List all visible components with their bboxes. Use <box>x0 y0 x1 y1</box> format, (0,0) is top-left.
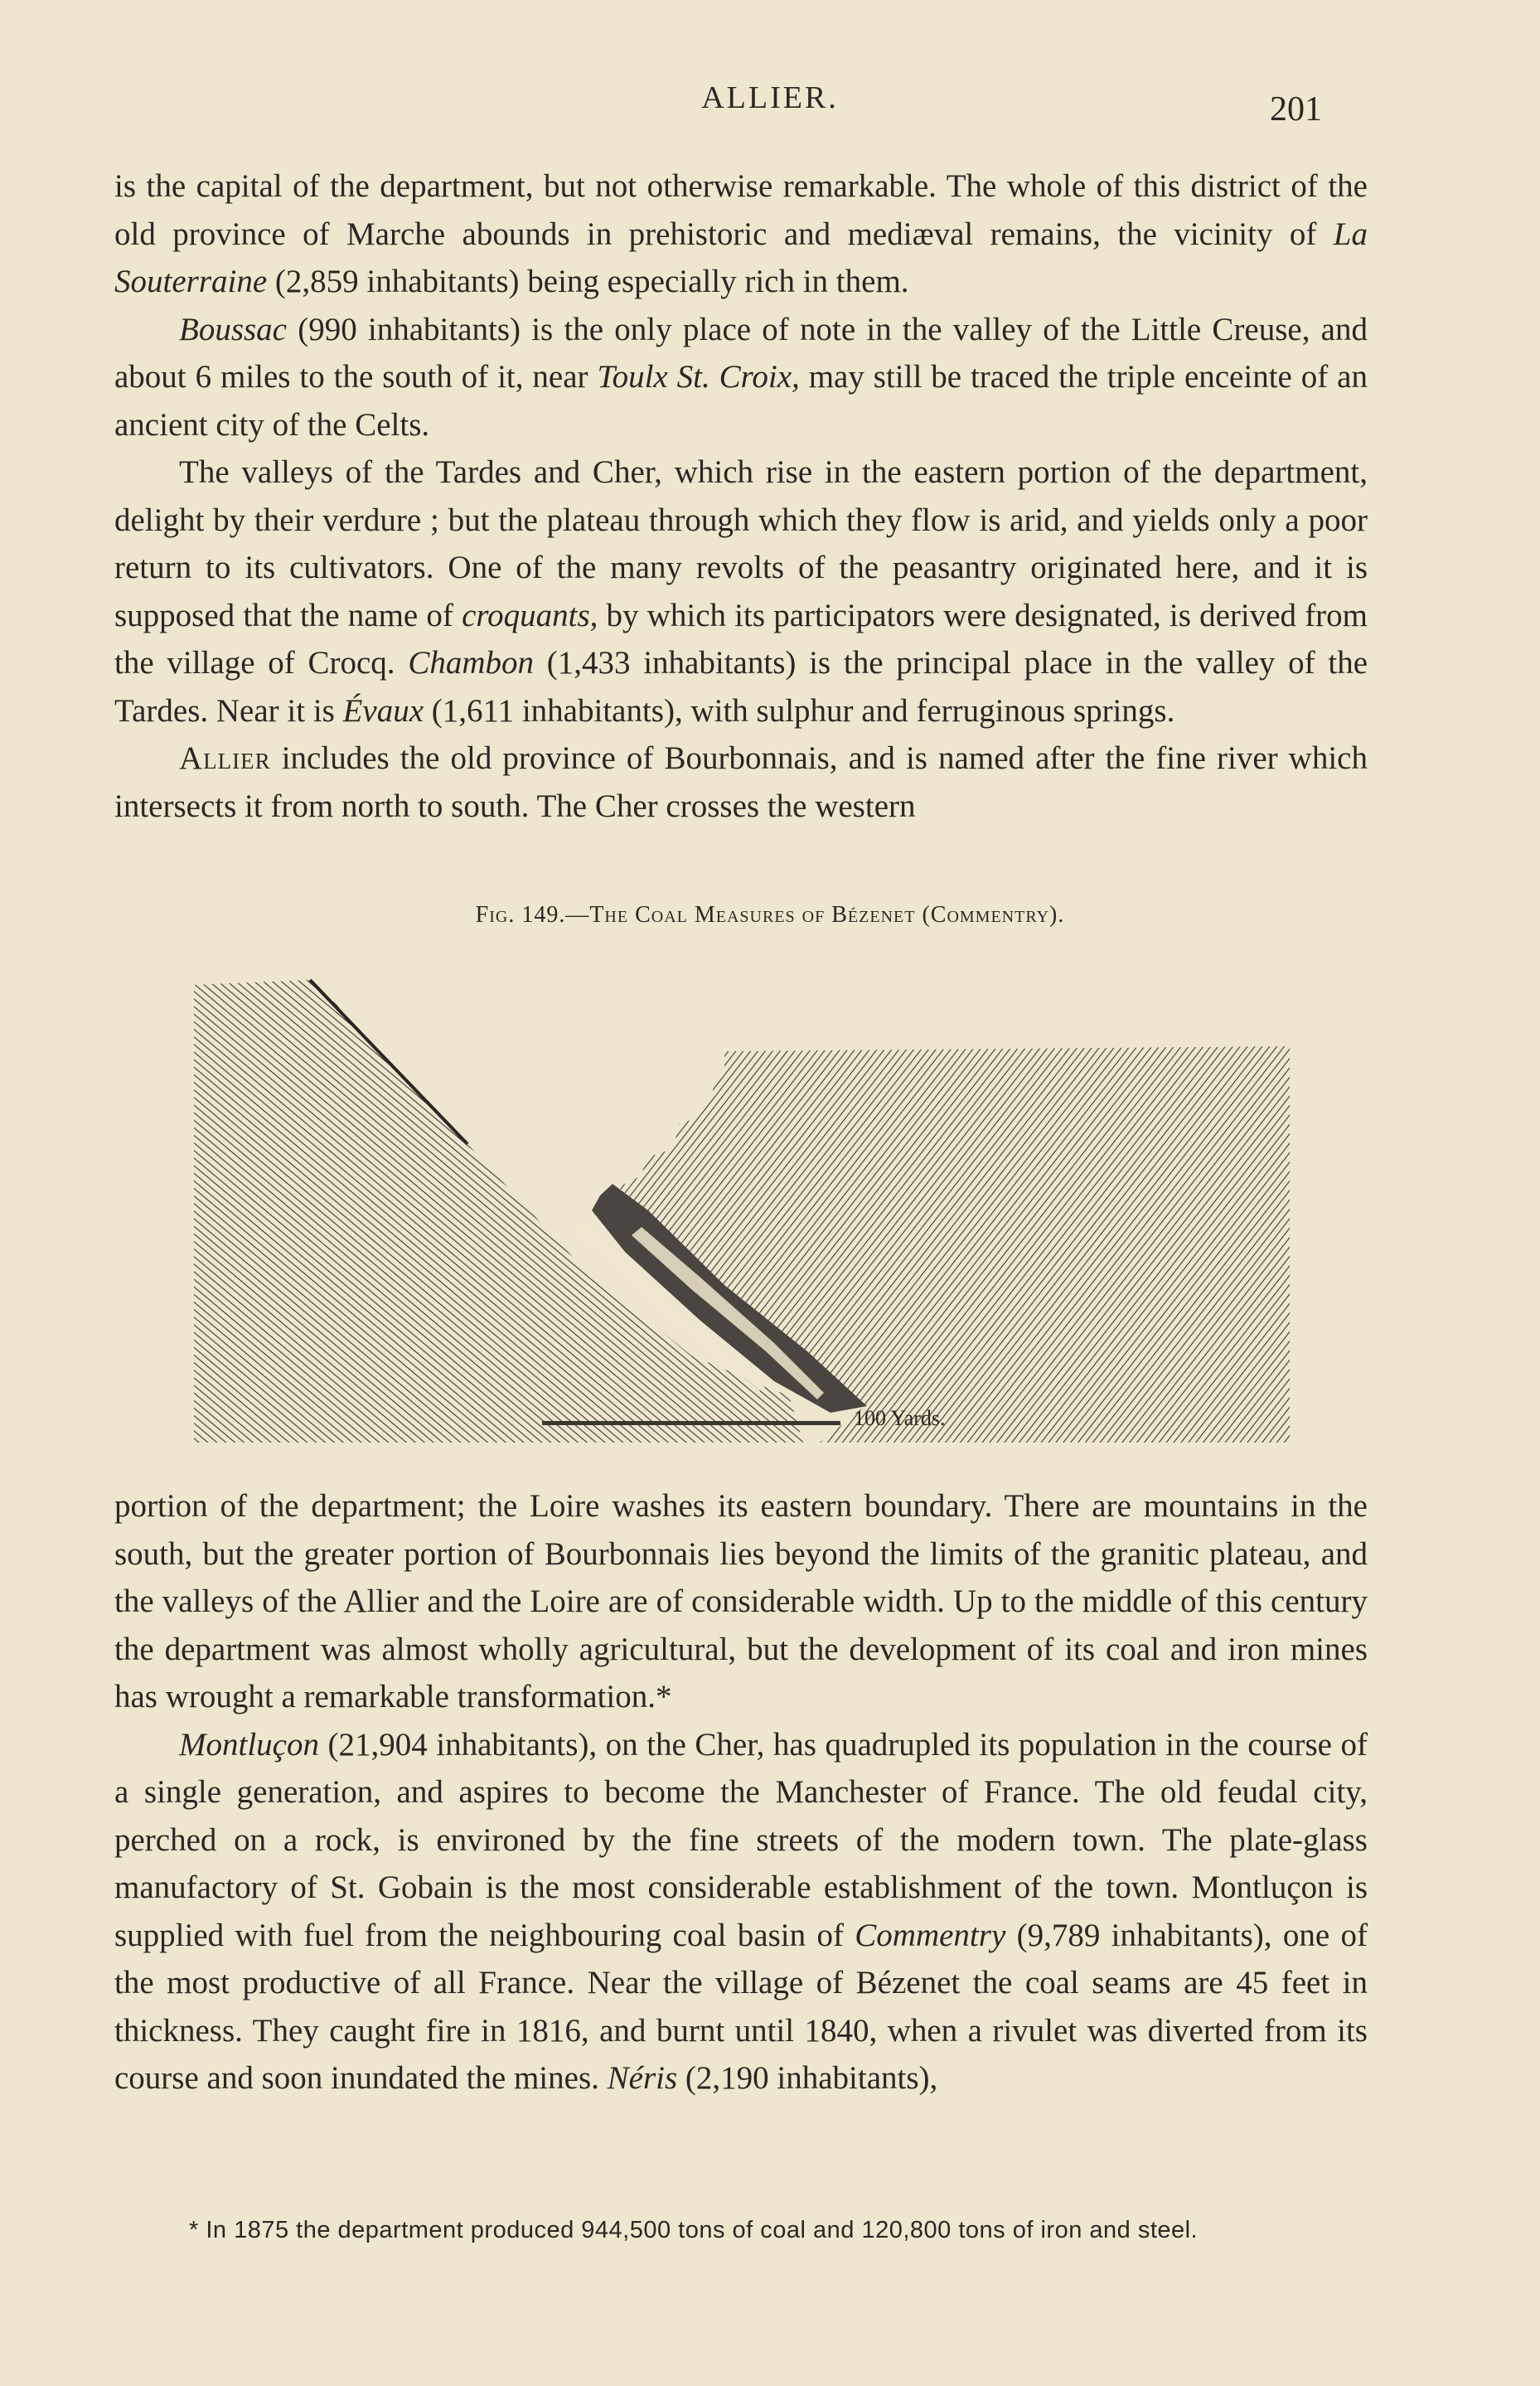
place-name: Toulx St. Croix, <box>597 359 800 395</box>
paragraph: Allier includes the old province of Bourbonnais, and is named after the fine river which intersects it from north to south. The Cher crosses the western <box>114 740 1368 824</box>
emphasis-term: croquants, <box>462 597 598 633</box>
text-block-bottom <box>114 1482 1368 2102</box>
place-name: Chambon <box>408 645 534 681</box>
scale-label: 100 Yards. <box>854 1406 946 1430</box>
running-head: ALLIER. <box>701 80 839 115</box>
place-name: Néris <box>607 2060 678 2096</box>
place-name: La Souterraine <box>114 216 1368 299</box>
place-name: Boussac <box>179 311 287 347</box>
paragraph: portion of the department; the Loire washes its eastern boundary. There are mountains in the south, but the greater portion of Bourbonnais lies beyond the limits of the granitic plateau, and the valleys of the Allier and the Loire are of considerable width. Up to the middle of this century the department was almost wholly agricultural, but the development of its coal and iron mines has wrought a remarkable transformation.* <box>114 1488 1368 1714</box>
department-name: Allier <box>179 740 271 776</box>
place-name: Commentry <box>855 1917 1006 1953</box>
paragraph: Montluçon (21,904 inhabitants), on the Cher, has quadrupled its population in the course of a single generation, and aspires to become the Manchester of France. The old feudal city, perched on a rock, is environed by the fine streets of the modern town. The plate-glass manufactory of St. Gobain is the most considerable establishment of the town. Montluçon is supplied with fuel from the neighbouring coal basin of Commentry (9,789 inhabitants), one of the most productive of all France. Near the village of Bézenet the coal seams are 45 feet in thickness. They caught fire in 1816, and burnt until 1840, when a rivulet was diverted from its course and soon inundated the mines. Néris (2,190 inhabitants), <box>114 1726 1368 2096</box>
text-block-top <box>114 162 1368 830</box>
footnote: * In 1875 the department produced 944,500 tons of coal and 120,800 tons of iron and steel. <box>189 2217 1199 2243</box>
coal-measures-cross-section <box>194 962 1290 1443</box>
paragraph: The valleys of the Tardes and Cher, which rise in the eastern portion of the department, delight by their verdure ; but the plateau through which they flow is arid, and yields only a poor return to its cultivators. One of the many revolts of the peasantry originated here, and it is supposed that the name of croquants, by which its participators were designated, is derived from the village of Crocq. Chambon (1,433 inhabitants) is the principal place in the valley of the Tardes. Near it is Évaux (1,611 inhabitants), with sulphur and ferruginous springs. <box>114 454 1368 729</box>
place-name: Montluçon <box>179 1726 319 1763</box>
paragraph: is the capital of the department, but not otherwise remarkable. The whole of this district of the old province of Marche abounds in prehistoric and mediæval remains, the vicinity of La Souterraine (2,859 inhabitants) being especially rich in them. <box>114 168 1368 299</box>
figure-caption: Fig. 149.—The Coal Measures of Bézenet (Commentry). <box>475 902 1065 928</box>
paragraph: Boussac (990 inhabitants) is the only place of note in the valley of the Little Creuse, and about 6 miles to the south of it, near Toulx St. Croix, may still be traced the triple enceinte of an ancient city of the Celts. <box>114 311 1368 443</box>
page-number: 201 <box>1270 90 1322 129</box>
place-name: Évaux <box>342 692 424 729</box>
scale-bar <box>542 1421 840 1425</box>
